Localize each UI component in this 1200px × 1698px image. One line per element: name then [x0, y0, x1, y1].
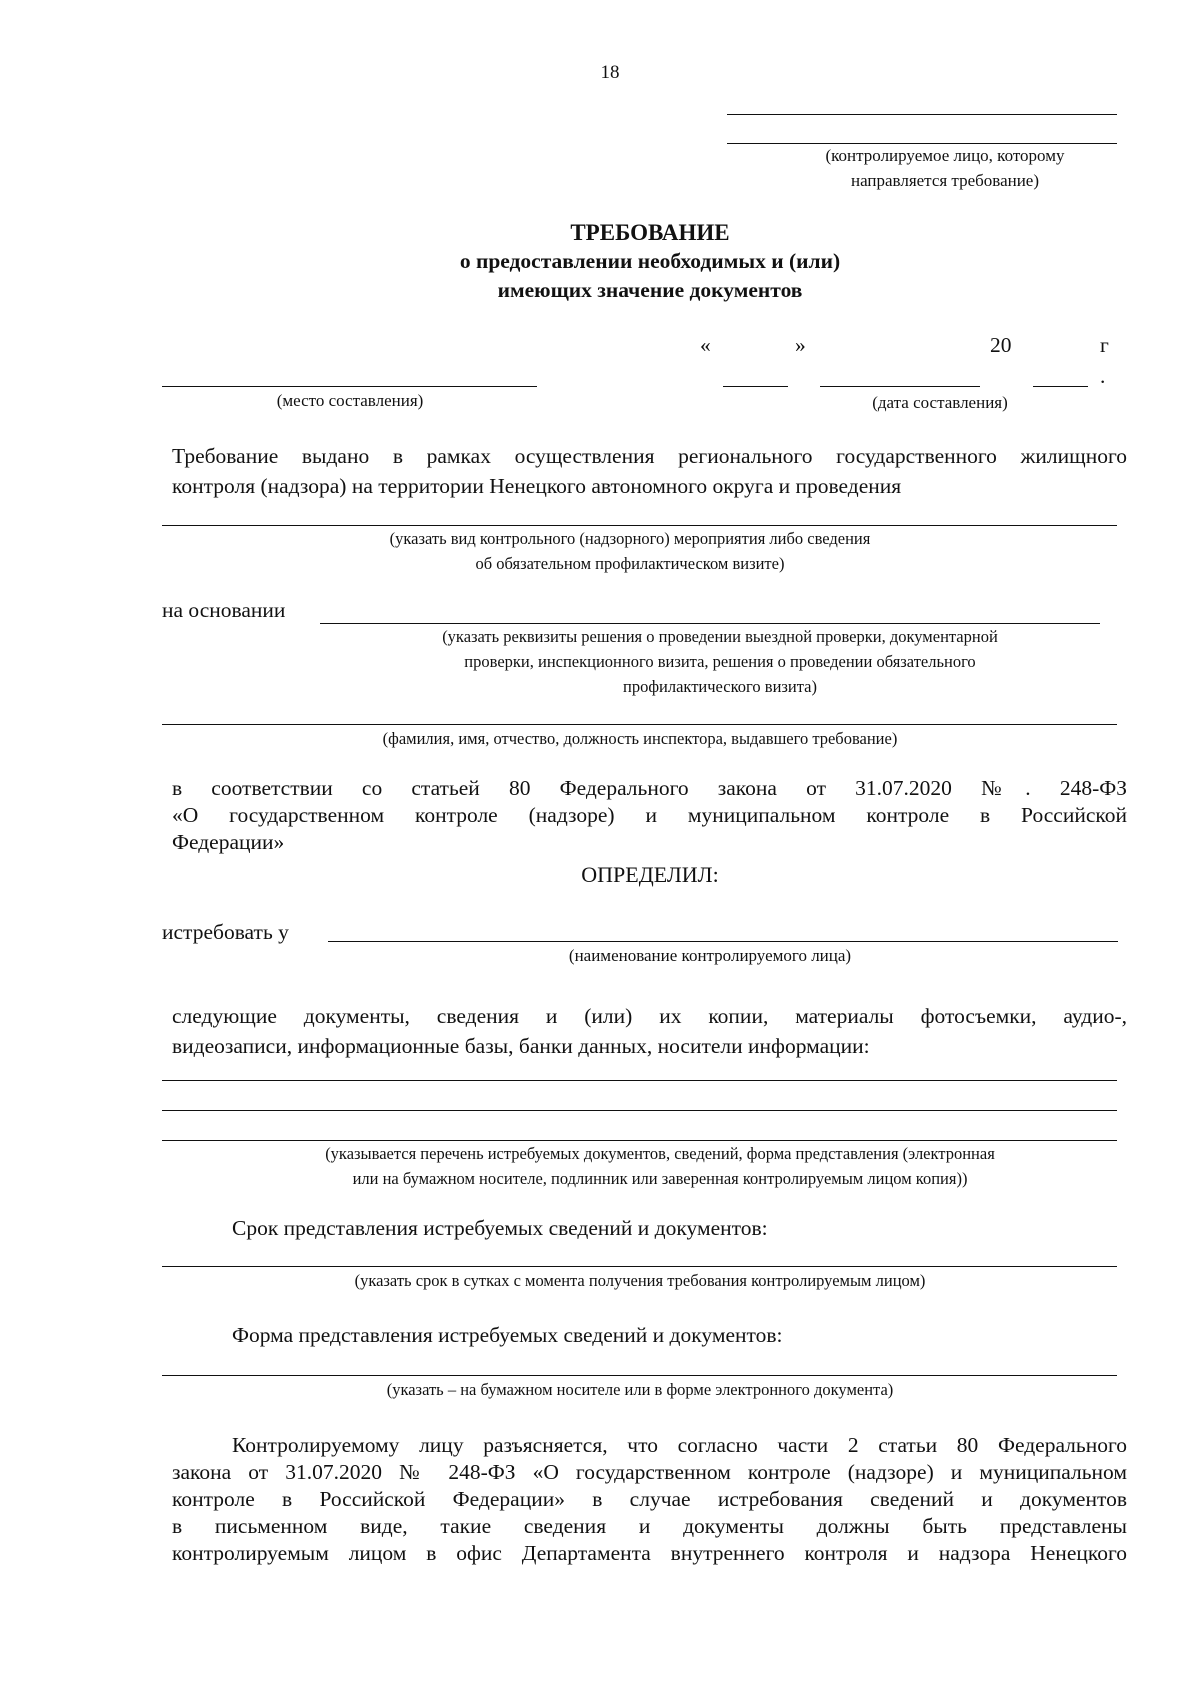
- recipient-caption: (контролируемое лицо, которому направляется требование): [825, 146, 1065, 190]
- date-caption: (дата составления): [872, 393, 1008, 412]
- title-sub-1: о предоставлении необходимых и (или): [459, 249, 841, 273]
- form-line: [162, 1375, 1117, 1376]
- basis-caption: (указать реквизиты решения о проведении выездной проверки, документарной проверки, инспекционного визита, решения о проведении обязательного профилактического визита): [442, 627, 998, 696]
- inspector-caption: (фамилия, имя, отчество, должность инспектора, выдавшего требование): [382, 729, 898, 748]
- date-close-quote: »: [795, 333, 806, 357]
- law-text: в соответствии со статьей 80 Федерального закона от 31.07.2020 №. 248-ФЗ «О государственном контроле (надзоре) и муниципальном контроле в Российской Федерации»: [172, 776, 1127, 854]
- recipient-line-1: [727, 114, 1117, 115]
- deadline-label: Срок представления истребуемых сведений и документов:: [232, 1216, 768, 1240]
- date-century: 20: [990, 333, 1012, 357]
- date-year-suffix: г: [1100, 333, 1109, 357]
- month-line: [820, 386, 980, 387]
- request-from-label: истребовать у: [162, 920, 289, 944]
- decided-heading: ОПРЕДЕЛИЛ:: [581, 862, 719, 887]
- date-dot: .: [1100, 364, 1106, 388]
- documents-line-2: [162, 1110, 1117, 1111]
- deadline-line: [162, 1266, 1117, 1267]
- page-number: 18: [600, 62, 620, 83]
- day-line: [723, 386, 788, 387]
- documents-text: следующие документы, сведения и (или) их копии, материалы фотосъемки, аудио-, видеозаписи, информационные базы, банки данных, носители информации:: [172, 1004, 1127, 1058]
- basis-label: на основании: [162, 598, 286, 622]
- document-title: [300, 218, 1000, 305]
- deadline-caption: (указать срок в сутках с момента получения требования контролируемым лицом): [354, 1271, 926, 1290]
- place-line: [162, 386, 537, 387]
- documents-line-1: [162, 1080, 1117, 1081]
- event-caption: (указать вид контрольного (надзорного) мероприятия либо сведения об обязательном профилактическом визите): [389, 529, 871, 573]
- date-open-quote: «: [700, 333, 711, 357]
- explanation-text: Контролируемому лицу разъясняется, что согласно части 2 статьи 80 Федерального закона от 31.07.2020 № 248-ФЗ «О государственном контроле (надзоре) и муниципальном контроле в Российской Федерации» в случае истребования сведений и документов в письменном виде, такие сведения и документы должны быть представлены контролируемым лицом в офис Департамента внутреннего контроля и надзора Ненецкого: [172, 1433, 1127, 1565]
- form-label: Форма представления истребуемых сведений и документов:: [232, 1323, 783, 1347]
- inspector-line: [162, 724, 1117, 725]
- entity-line: [328, 941, 1118, 942]
- title-heading: ТРЕБОВАНИЕ: [570, 220, 730, 245]
- issued-text: Требование выдано в рамках осуществления регионального государственного жилищного контроля (надзора) на территории Ненецкого автономного округа и проведения: [172, 444, 1127, 498]
- place-caption: (место составления): [276, 391, 424, 410]
- entity-caption: (наименование контролируемого лица): [568, 946, 852, 965]
- year-line: [1033, 386, 1088, 387]
- form-caption: (указать – на бумажном носителе или в форме электронного документа): [386, 1380, 894, 1399]
- title-sub-2: имеющих значение документов: [497, 278, 803, 302]
- documents-caption: (указывается перечень истребуемых документов, сведений, форма представления (электронная или на бумажном носителе, подлинник или заверенная контролируемым лицом копия)): [325, 1144, 995, 1188]
